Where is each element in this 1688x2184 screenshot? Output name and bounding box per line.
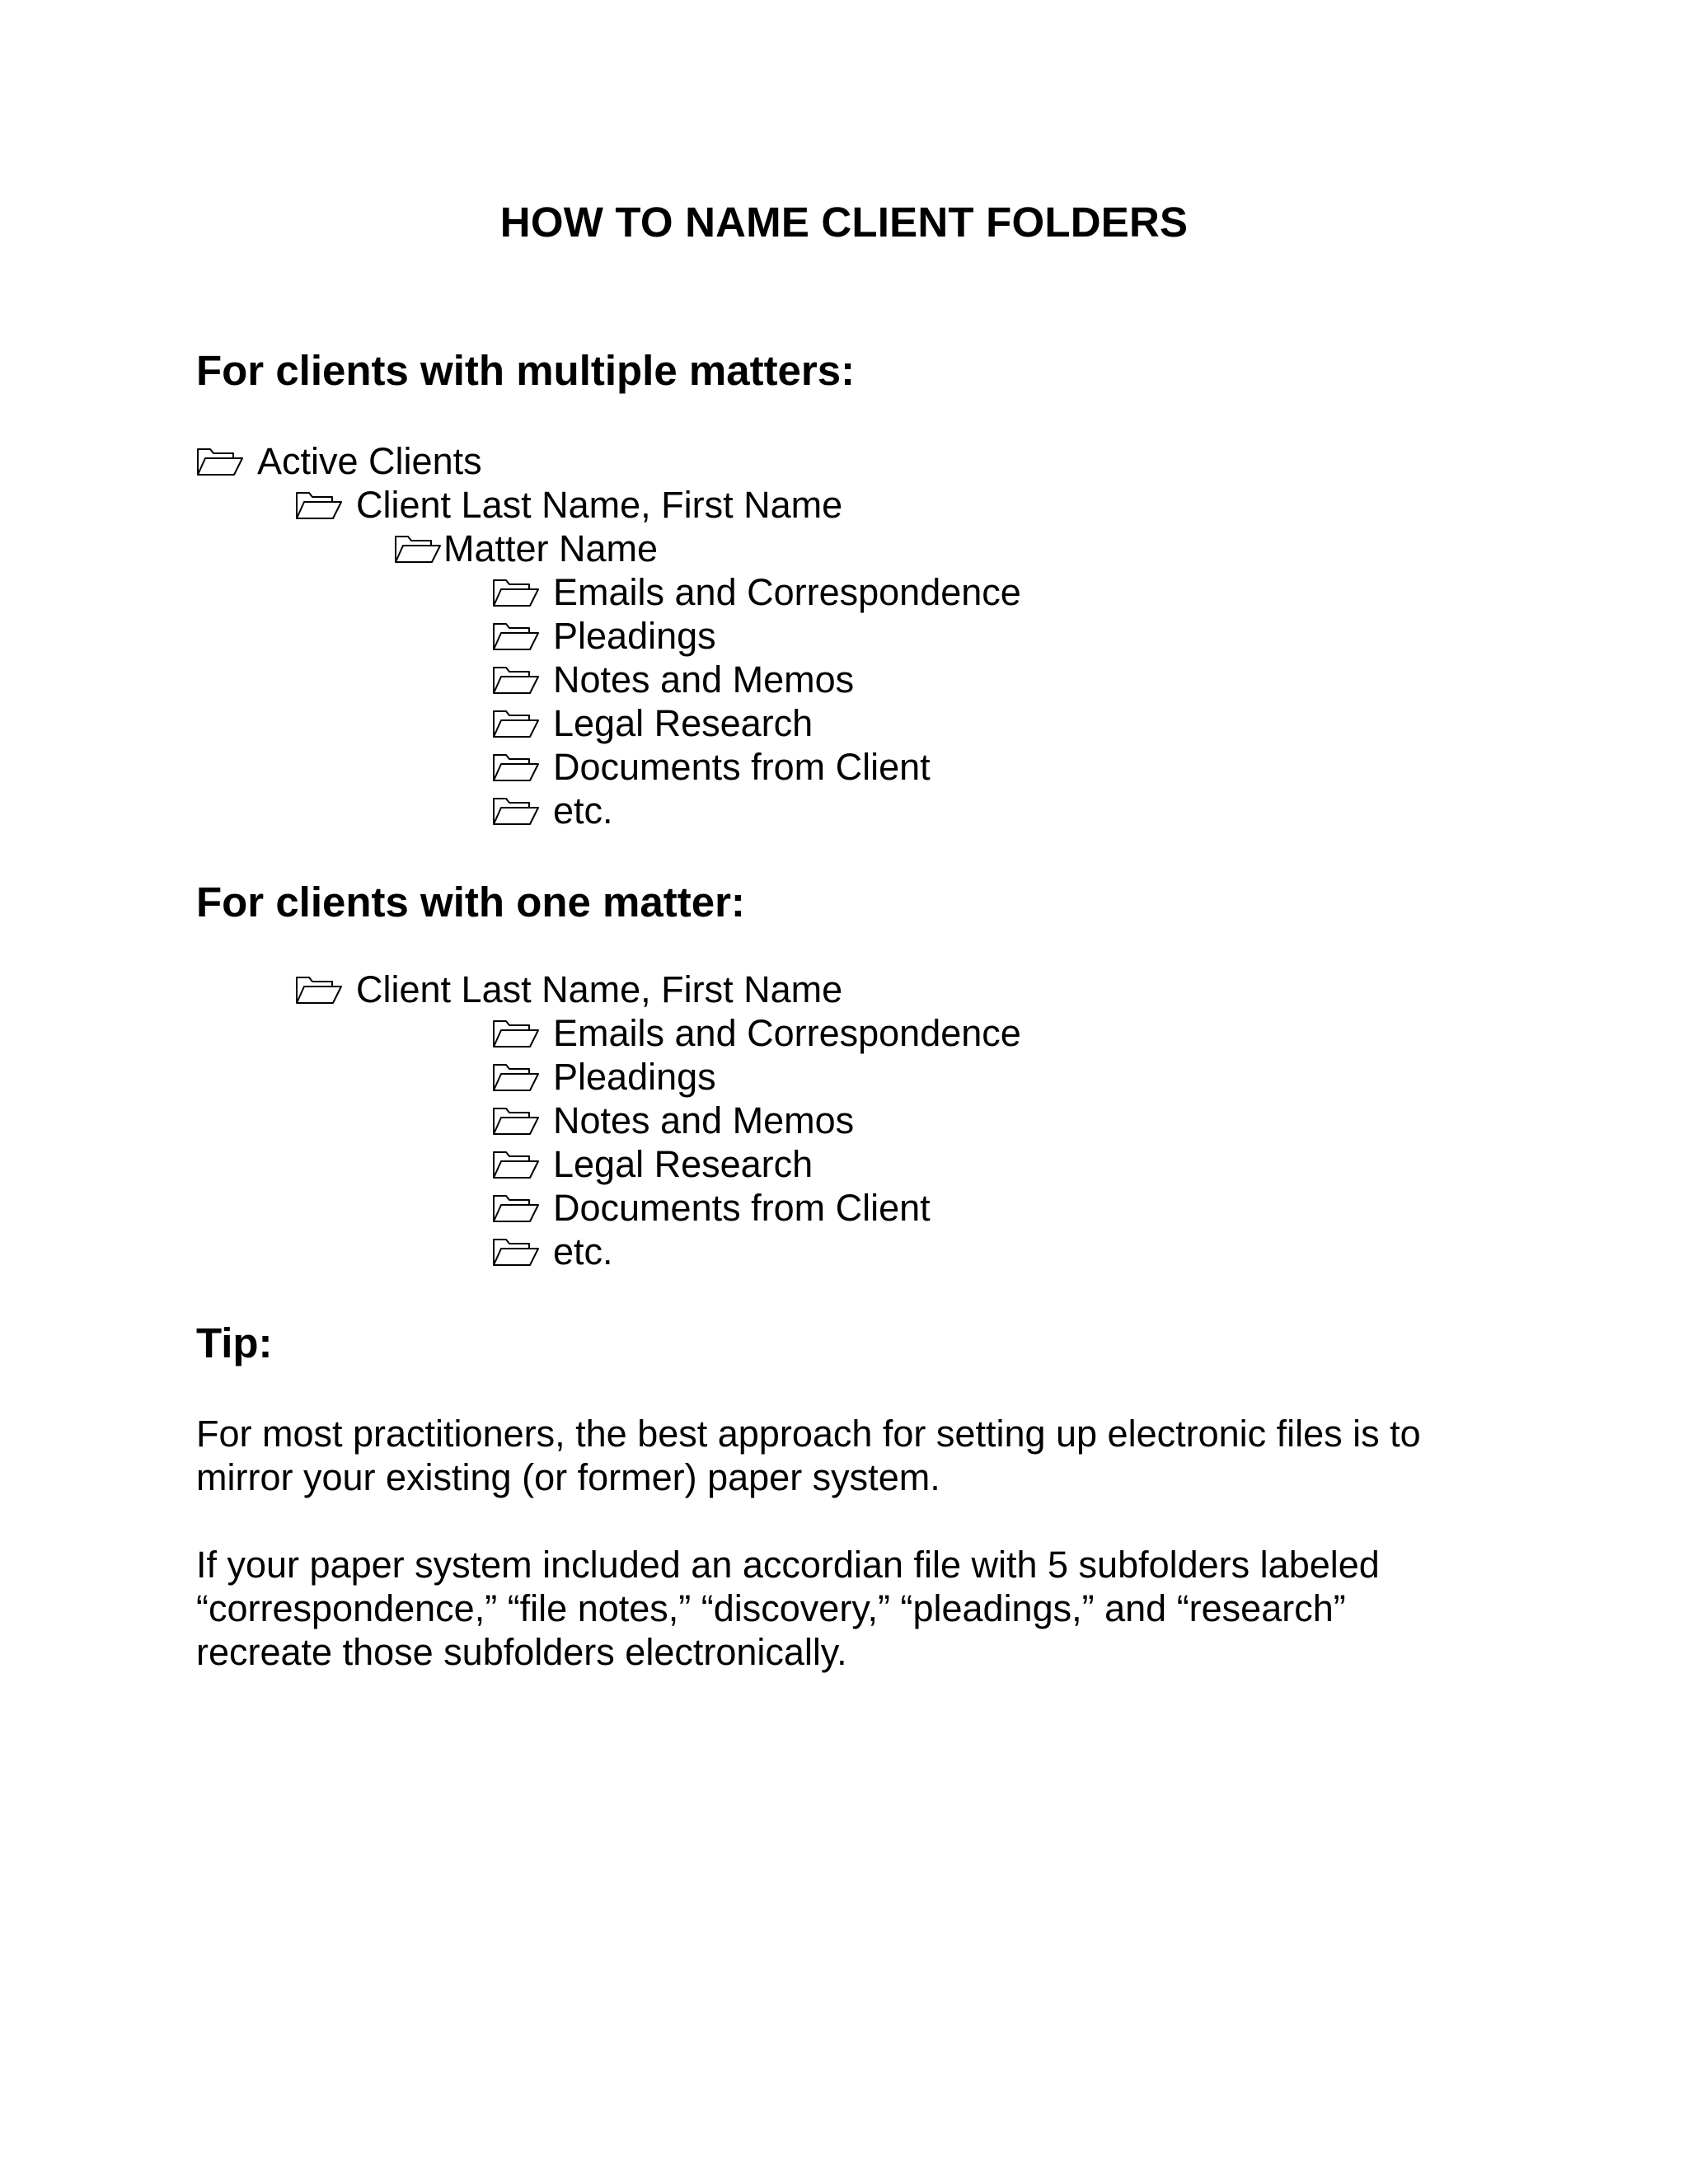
tree-item-emails: [492, 1011, 1021, 1056]
tree-item-label: Legal Research: [553, 702, 814, 744]
open-folder-icon: [492, 664, 540, 696]
tree-item-label: Legal Research: [553, 1143, 814, 1185]
tree-item-label: Pleadings: [553, 615, 716, 657]
tree-item-client-name: [295, 483, 842, 527]
tree-item-label: Notes and Memos: [553, 658, 855, 701]
section-heading-one-matter: For clients with one matter:: [196, 879, 745, 926]
tree-item-client-name: [295, 968, 842, 1012]
open-folder-icon: [295, 974, 343, 1005]
tree-item-etc: [492, 789, 613, 833]
open-folder-icon: [492, 1018, 540, 1049]
paragraph-line: recreate those subfolders electronically.: [196, 1631, 847, 1673]
tree-item-label: Client Last Name, First Name: [356, 484, 843, 526]
tree-item-documents: [492, 745, 931, 790]
tree-item-matter-name: [394, 527, 658, 571]
tree-item-legal-research: [492, 1142, 813, 1187]
tree-item-label: Matter Name: [443, 527, 659, 569]
tree-item-active-clients: [196, 439, 482, 484]
open-folder-icon: [492, 1193, 540, 1224]
open-folder-icon: [492, 795, 540, 827]
tree-item-notes: [492, 658, 854, 702]
tree-item-label: Documents from Client: [553, 746, 931, 788]
tree-item-label: Active Clients: [257, 440, 482, 482]
open-folder-icon: [295, 490, 343, 521]
tree-item-label: etc.: [553, 1230, 613, 1272]
tree-item-pleadings: [492, 614, 716, 658]
section-heading-multiple-matters: For clients with multiple matters:: [196, 347, 856, 394]
open-folder-icon: [492, 708, 540, 739]
open-folder-icon: [492, 577, 540, 608]
open-folder-icon: [492, 1105, 540, 1137]
open-folder-icon: [492, 1236, 540, 1268]
tree-item-pleadings: [492, 1055, 716, 1099]
tree-item-label: Documents from Client: [553, 1187, 931, 1229]
tree-item-label: Emails and Correspondence: [553, 1012, 1021, 1054]
section-heading-tip: Tip:: [196, 1319, 273, 1366]
tree-item-label: Client Last Name, First Name: [356, 968, 843, 1010]
tip-paragraph-2: [196, 1543, 1531, 1674]
open-folder-icon: [492, 752, 540, 783]
paragraph-line: “correspondence,” “file notes,” “discovery,” “pleadings,” and “research”: [196, 1587, 1346, 1629]
tree-item-label: etc.: [553, 790, 613, 832]
tree-item-label: Notes and Memos: [553, 1099, 855, 1141]
open-folder-icon: [492, 1062, 540, 1093]
tree-item-notes: [492, 1099, 854, 1143]
open-folder-icon: [196, 446, 244, 477]
paragraph-line: If your paper system included an accordian file with 5 subfolders labeled: [196, 1544, 1380, 1586]
tree-item-documents: [492, 1186, 931, 1230]
paragraph-line: For most practitioners, the best approach for setting up electronic files is to: [196, 1413, 1421, 1455]
tip-paragraph-1: [196, 1412, 1531, 1499]
open-folder-icon: [492, 1149, 540, 1180]
tree-item-label: Pleadings: [553, 1056, 716, 1098]
paragraph-line: mirror your existing (or former) paper system.: [196, 1456, 940, 1498]
document-title: HOW TO NAME CLIENT FOLDERS: [499, 199, 1189, 246]
tree-item-legal-research: [492, 701, 813, 746]
open-folder-icon: [492, 621, 540, 652]
tree-item-emails: [492, 570, 1021, 615]
tree-item-label: Emails and Correspondence: [553, 571, 1021, 613]
tree-item-etc: [492, 1230, 613, 1274]
open-folder-icon: [394, 533, 442, 565]
